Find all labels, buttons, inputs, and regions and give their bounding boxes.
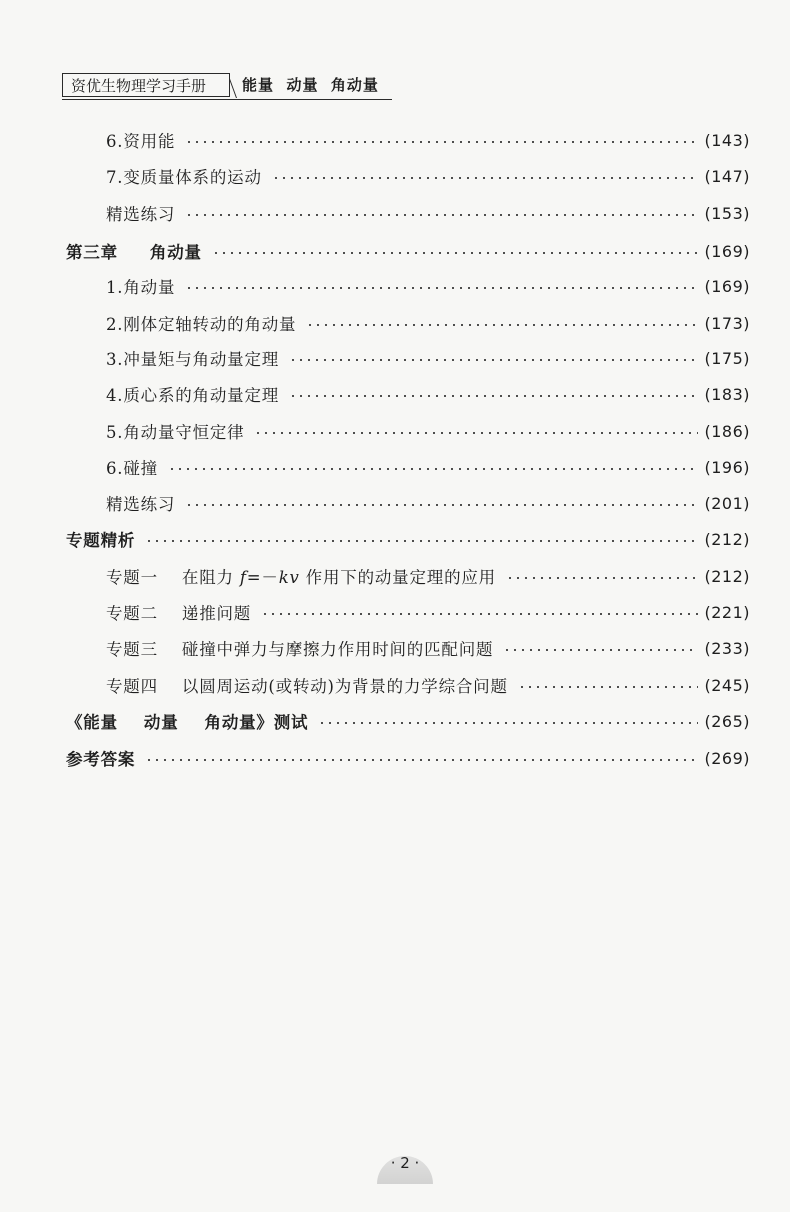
leader-dots <box>168 468 699 470</box>
formula-kv: kv <box>278 568 300 587</box>
leader-dots <box>289 359 698 361</box>
toc-entry-title: 5.角动量守恒定律 <box>106 423 245 442</box>
topic-title: 碰撞中弹力与摩擦力作用时间的匹配问题 <box>181 640 494 659</box>
topic-title-post: 作用下的动量定理的应用 <box>299 568 496 587</box>
toc-entry-page: (245) <box>704 675 750 695</box>
toc-entry-page: (265) <box>704 711 750 731</box>
toc-chapter[interactable] <box>66 526 750 552</box>
leader-dots <box>185 287 698 289</box>
toc-entry[interactable] <box>106 635 750 661</box>
toc-entry-page: (169) <box>704 276 750 296</box>
toc-entry[interactable] <box>106 310 750 336</box>
toc-entry-page: (153) <box>704 203 750 223</box>
leader-dots <box>306 324 698 326</box>
toc-entry-page: (186) <box>704 421 750 441</box>
page-number: · 2 · <box>390 1154 420 1172</box>
test-title-b: 动量 <box>143 713 179 732</box>
leader-dots <box>185 214 698 216</box>
toc-entry-title: 6.资用能 <box>106 132 176 151</box>
toc-entry-title: 6.碰撞 <box>106 459 158 478</box>
leader-dots <box>145 540 698 542</box>
toc-entry[interactable] <box>106 490 750 516</box>
leader-dots <box>289 395 698 397</box>
toc-entry[interactable] <box>106 345 750 371</box>
topic-number: 专题一 <box>106 568 158 587</box>
toc-entry[interactable] <box>106 273 750 299</box>
toc-entry-page: (201) <box>704 493 750 513</box>
toc-entry-title: 4.质心系的角动量定理 <box>106 386 280 405</box>
toc-entry-page: (221) <box>704 602 750 622</box>
leader-dots <box>145 759 698 761</box>
toc-entry-page: (269) <box>704 748 750 768</box>
toc-entry[interactable] <box>106 381 750 407</box>
test-title-c: 角动量》测试 <box>204 713 309 732</box>
toc-entry[interactable] <box>106 127 750 153</box>
toc-chapter[interactable] <box>66 708 750 734</box>
topic-title-pre: 在阻力 <box>181 568 240 587</box>
toc-entry-page: (183) <box>704 384 750 404</box>
toc-chapter[interactable] <box>66 238 750 264</box>
toc-entry-page: (212) <box>704 566 750 586</box>
toc-chapter[interactable] <box>66 745 750 771</box>
toc-entry-page: (212) <box>704 529 750 549</box>
formula-f: f <box>239 568 247 587</box>
book-title: 资优生物理学习手册 <box>62 73 230 97</box>
toc-entry-title: 精选练习 <box>106 495 176 514</box>
toc-entry-title: 7.变质量体系的运动 <box>106 168 262 187</box>
toc-entry[interactable] <box>106 418 750 444</box>
toc-entry-page: (169) <box>704 241 750 261</box>
topic-title: 以圆周运动(或转动)为背景的力学综合问题 <box>181 677 508 696</box>
topic-title: 递推问题 <box>181 604 252 623</box>
toc-entry-title: 参考答案 <box>66 750 136 769</box>
topic-number: 专题四 <box>106 677 158 696</box>
chapter-title: 角动量 <box>149 243 202 262</box>
running-header <box>62 73 392 99</box>
toc-entry[interactable] <box>106 454 750 480</box>
leader-dots <box>318 722 698 724</box>
leader-dots <box>185 504 698 506</box>
leader-dots <box>518 686 699 688</box>
toc-entry-page: (147) <box>704 166 750 186</box>
toc-entry-title: 3.冲量矩与角动量定理 <box>106 350 280 369</box>
topic-number: 专题三 <box>106 640 158 659</box>
toc-entry-title: 精选练习 <box>106 205 176 224</box>
toc-entry-page: (196) <box>704 457 750 477</box>
leader-dots <box>503 649 698 651</box>
leader-dots <box>185 141 698 143</box>
toc-entry-page: (233) <box>704 638 750 658</box>
toc-entry-page: (143) <box>704 130 750 150</box>
test-title-a: 《能量 <box>66 713 118 732</box>
leader-dots <box>254 432 698 434</box>
toc-entry[interactable] <box>106 672 750 698</box>
leader-dots <box>506 577 698 579</box>
leader-dots <box>212 252 699 254</box>
toc-entry-title: 专题精析 <box>66 531 136 550</box>
toc-entry-title: 2.刚体定轴转动的角动量 <box>106 315 297 334</box>
leader-dots <box>272 177 699 179</box>
chapter-number: 第三章 <box>66 243 118 262</box>
toc-entry-title: 1.角动量 <box>106 278 176 297</box>
topic-number: 专题二 <box>106 604 158 623</box>
formula-eq: =－ <box>246 568 279 587</box>
section-subtitle: 能量 动量 角动量 <box>242 76 379 94</box>
toc-entry[interactable] <box>106 563 750 589</box>
toc-entry-page: (173) <box>704 313 750 333</box>
header-rule <box>62 99 392 100</box>
toc-entry[interactable] <box>106 163 750 189</box>
page-number-footer <box>377 1146 433 1186</box>
toc-entry-page: (175) <box>704 348 750 368</box>
toc-entry[interactable] <box>106 200 750 226</box>
toc-entry[interactable] <box>106 599 750 625</box>
leader-dots <box>261 613 698 615</box>
